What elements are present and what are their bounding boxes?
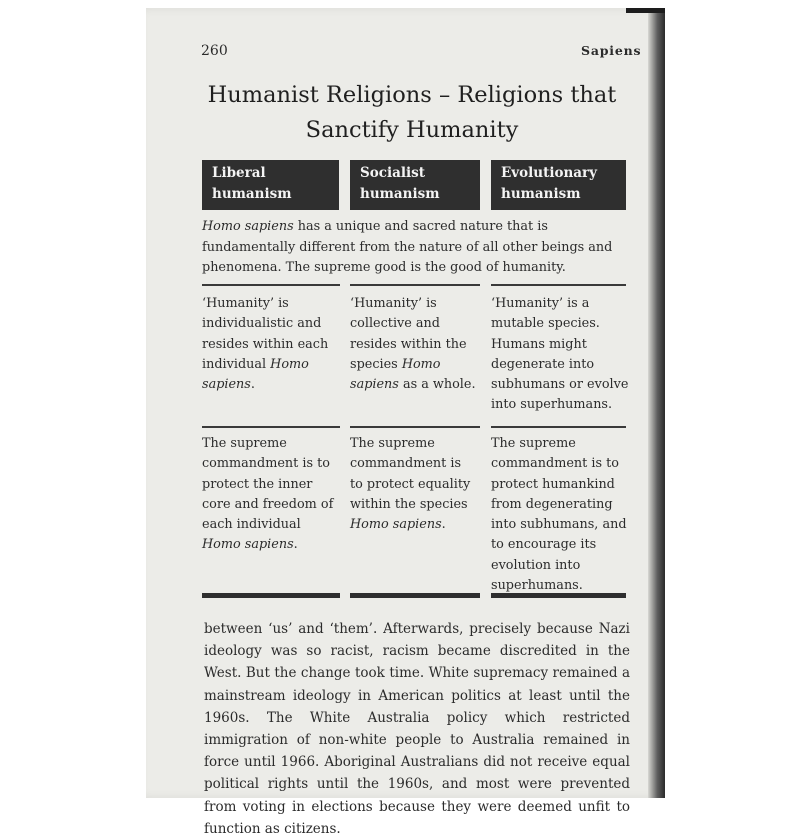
cell-evolutionary-commandment — [491, 434, 631, 596]
body-paragraph: between ‘us’ and ‘them’. Afterwards, precisely because Nazi ideology was so racist, racism became discredited in the West. But the change took time. White supremacy remained a mainstream ideology in American politics at least until the 1960s. The White Australia policy which restricted immigration of non-white people to Australia remained in force until 1966. Aboriginal Australians did not receive equal political rights until the 1960s, and most were prevented from voting in elections because they were deemed unfit to function as citizens. — [204, 621, 630, 837]
shared-premise — [202, 217, 628, 279]
rule-row2-socialist — [350, 426, 480, 428]
cell-italic: Homo sapiens — [350, 517, 442, 533]
cell-liberal-humanity — [202, 294, 332, 395]
table-bottom-rule-socialist — [350, 593, 480, 598]
cell-text: ‘Humanity’ is collective and resides within the species — [350, 296, 467, 372]
cell-end: . — [250, 377, 255, 393]
cell-italic: Homo sapiens — [350, 356, 441, 393]
cell-italic: Homo sapiens — [202, 356, 309, 393]
rule-row2-liberal — [202, 426, 340, 428]
book-gutter — [648, 8, 665, 798]
cell-socialist-humanity — [350, 294, 480, 395]
cell-text: The supreme commandment is to protect equality within the species — [350, 436, 471, 512]
cell-text: ‘Humanity’ is a mutable species. Humans might degenerate into subhumans or evolve into superhumans. — [491, 296, 629, 413]
rule-row2-evolutionary — [491, 426, 626, 428]
rule-row1-socialist — [350, 284, 480, 286]
cell-italic: Homo sapiens — [202, 537, 294, 553]
intro-text: has a unique and sacred nature that is fundamentally different from the nature of all other beings and phenomena. The supreme good is the good of humanity. — [202, 219, 613, 275]
page-corner — [626, 8, 665, 13]
cell-text: The supreme commandment is to protect humankind from degenerating into subhumans, and to encourage its evolution into superhumans. — [491, 436, 627, 594]
column-header-evolutionary: Evolutionary humanism — [491, 160, 626, 210]
rule-row1-evolutionary — [491, 284, 626, 286]
table-bottom-rule-evolutionary — [491, 593, 626, 598]
column-header-liberal: Liberal humanism — [202, 160, 339, 210]
cell-liberal-commandment — [202, 434, 340, 556]
cell-end: . — [441, 517, 446, 533]
cell-end: as a whole. — [398, 377, 476, 393]
cell-text: ‘Humanity’ is individualistic and resides within each individual — [202, 296, 329, 372]
cell-end: . — [293, 537, 298, 553]
column-header-socialist: Socialist humanism — [350, 160, 480, 210]
book-page — [146, 8, 665, 837]
cell-socialist-commandment — [350, 434, 476, 535]
rule-row1-liberal — [202, 284, 340, 286]
table-bottom-rule-liberal — [202, 593, 340, 598]
cell-evolutionary-humanity — [491, 294, 629, 416]
cell-text: The supreme commandment is to protect the inner core and freedom of each individual — [202, 436, 334, 533]
page-number: 260 — [201, 43, 228, 59]
intro-italic: Homo sapiens — [202, 219, 294, 234]
table-title: Humanist Religions – Religions that Sanctify Humanity — [207, 82, 617, 143]
running-head: Sapiens — [581, 43, 642, 58]
